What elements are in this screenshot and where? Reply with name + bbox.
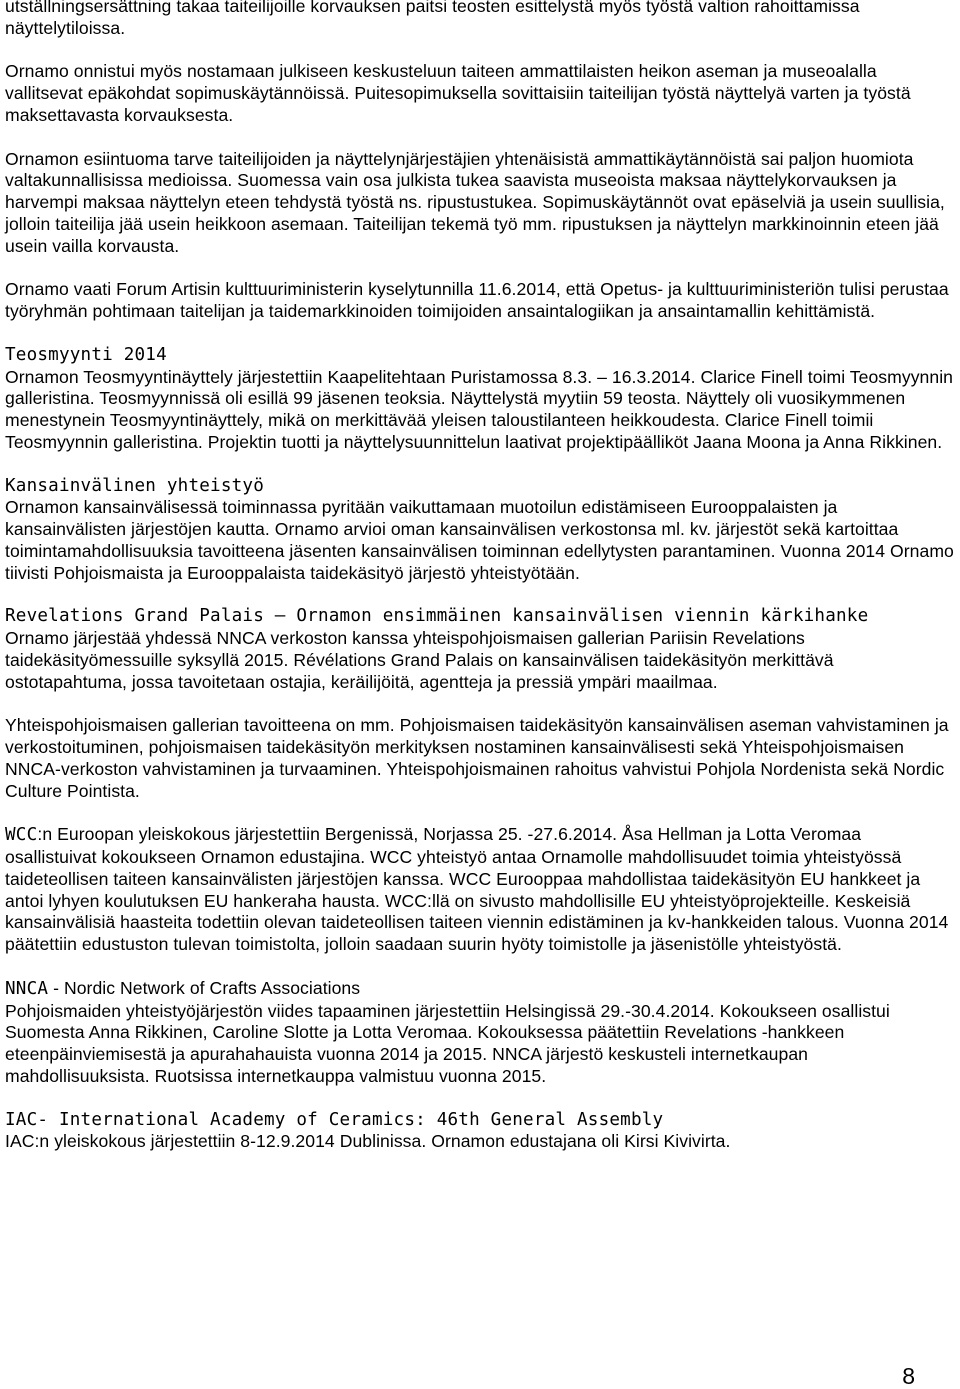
heading-teosmyynti: Teosmyynti 2014 [5, 344, 167, 365]
heading-revelations: Revelations Grand Palais – Ornamon ensimmäinen kansainvälisen viennin kärkihanke [5, 606, 869, 627]
paragraph-nnca: Pohjoismaiden yhteistyöjärjestön viides tapaaminen järjestettiin Helsingissä 29.-30.4.2014. Kokoukseen osallistui Suomesta Anna Rikkinen, Caroline Slotte ja Lotta Veromaa. Kokouksessa päätettiin Revelations -hankkeen eteenpäinviemisestä ja apurahahauista vuonna 2014 ja 2015. NNCA järjestö keskusteli internetkaupan mahdollisuuksista. Ruotsissa internetkauppa valmistuu vuonna 2015. [5, 1000, 890, 1087]
paragraph-intro: utställningsersättning takaa taiteilijoille korvauksen paitsi teosten esittelystä myös työstä valtion rahoittamissa näyttelytiloissa. [5, 0, 860, 38]
page-number: 8 [902, 1363, 915, 1389]
paragraph-ammattikaytannot: Ornamon esiintuoma tarve taiteilijoiden ja näyttelynjärjestäjien yhtenäisistä ammattikäytännöistä sai paljon huomiota valtakunnallisissa medioissa. Suomessa vain osa julkista tukea saavista museoista maksaa näyttelykorvauksen ja harvempi maksaa näyttelyn eteen tehdystä työstä ns. ripustustukea. Sopimuskäytännöt ovat epäselviä ja usein suullisia, jolloin taiteilija jää usein heikkoon asemaan. Taiteilijan tekemä työ mm. ripustuksen ja näyttelyn markkinoinnin eteen jää usein vailla korvausta. [5, 148, 945, 256]
paragraph-teosmyynti: Ornamon Teosmyyntinäyttely järjestettiin Kaapelitehtaan Puristamossa 8.3. – 16.3.2014. Clarice Finell toimi Teosmyynnin galleristina. Teosmyynnissä oli esillä 99 jäsenen teoksia. Näyttelystä myytiin 59 teosta. Näyttely oli vuosikymmenen menestynein Teosmyyntinäyttely, mikä on merkittävää yleisen taloustilanteen heikkoudesta. Clarice Finell toimii Teosmyynnin galleristina. Projektin tuotti ja näyttelysuunnittelun laativat projektipäälliköt Jaana Moona ja Anna Rikkinen. [5, 366, 954, 452]
nnca-abbr: NNCA [5, 978, 49, 999]
wcc-label: WCC [5, 825, 38, 846]
paragraph-revelations-1: Ornamo järjestää yhdessä NNCA verkoston kanssa yhteispohjoismaisen gallerian Pariisin Revelations taidekäsityömessuille syksyllä 2015. Révélations Grand Palais on kansainvälisen taidekäsityön merkittävä ostotapahtuma, jossa tavoitetaan ostajia, keräilijöitä, agentteja ja pressiä ympäri maailmaa. [5, 628, 834, 692]
paragraph-wcc [5, 824, 955, 956]
heading-nnca [5, 978, 955, 1001]
nnca-title: - Nordic Network of Crafts Associations [48, 977, 361, 998]
paragraph-iac: IAC:n yleiskokous järjestettiin 8-12.9.2014 Dublinissa. Ornamon edustajana oli Kirsi Kivivirta. [5, 1131, 731, 1152]
heading-kansainvalinen: Kansainvälinen yhteistyö [5, 475, 265, 496]
paragraph-kansainvalinen: Ornamon kansainvälisessä toiminnassa pyritään vaikuttamaan muotoilun edistämiseen Eurooppalaisten ja kansainvälisten järjestöjen kautta. Ornamo arvioi oman kansainvälisen verkostonsa ml. kv. järjestöt sekä kartoittaa toimintamahdollisuuksia tavoitteena jäsenten kansainvälisen toiminnan edellytysten parantaminen. Vuonna 2014 Ornamo tiivisti Pohjoismaista ja Eurooppalaista taidekäsityö järjestö yhteistyötään. [5, 497, 954, 583]
paragraph-revelations-2: Yhteispohjoismaisen gallerian tavoitteena on mm. Pohjoismaisen taidekäsityön kansainvälisen aseman vahvistaminen ja verkostoituminen, pohjoismaisen taidekäsityön merkityksen nostaminen kansainvälisesti sekä Yhteispohjoismaisen NNCA-verkoston vahvistaminen ja turvaaminen. Yhteispohjoismainen rahoitus vahvistui Pohjola Nordenista sekä Nordic Culture Pointista. [5, 715, 949, 801]
wcc-text: :n Euroopan yleiskokous järjestettiin Bergenissä, Norjassa 25. -27.6.2014. Åsa Hellman ja Lotta Veromaa osallistuivat kokoukseen Ornamon edustajina. WCC yhteistyö antaa Ornamolle mahdollisuudet toimia yhteistyössä taideteollisen taiteen kansainvälisten järjestöjen kanssa. WCC Eurooppaa mahdollistaa taidekäsityön EU hankkeet ja antoi lyhyen koulutuksen EU hankeraha hausta. WCC:llä on sivusto mahdollisille EU yhteistyöprojekteille. Keskeisiä kansainvälisiä haasteita todettiin olevan taideteollisen taiteen viennin edistäminen ja kv-hankkeiden talous. Vuonna 2014 päätettiin edustuston tulevan toimistolta, jolloin saadaan suurin hyöty toimistolle ja jäsenistölle yhteistyöstä. [5, 824, 949, 955]
heading-iac: IAC- International Academy of Ceramics: 46th General Assembly [5, 1109, 664, 1130]
paragraph-forum-artis: Ornamo vaati Forum Artisin kulttuuriministerin kyselytunnilla 11.6.2014, että Opetus- ja kulttuuriministeriön tulisi perustaa työryhmän pohtimaan taitelijan ja taidemarkkinoiden toimijoiden ansaintalogiikan ja ansaintamallin kehittämistä. [5, 279, 949, 322]
document-page [5, 0, 955, 1153]
paragraph-museoala: Ornamo onnistui myös nostamaan julkiseen keskusteluun taiteen ammattilaisten heikon aseman ja museoalalla vallitsevat epäkohdat sopimuskäytännöissä. Puitesopimuksella sovittaisiin taiteilijan työstä näyttelyä varten ja työstä maksettavasta korvauksesta. [5, 61, 911, 125]
